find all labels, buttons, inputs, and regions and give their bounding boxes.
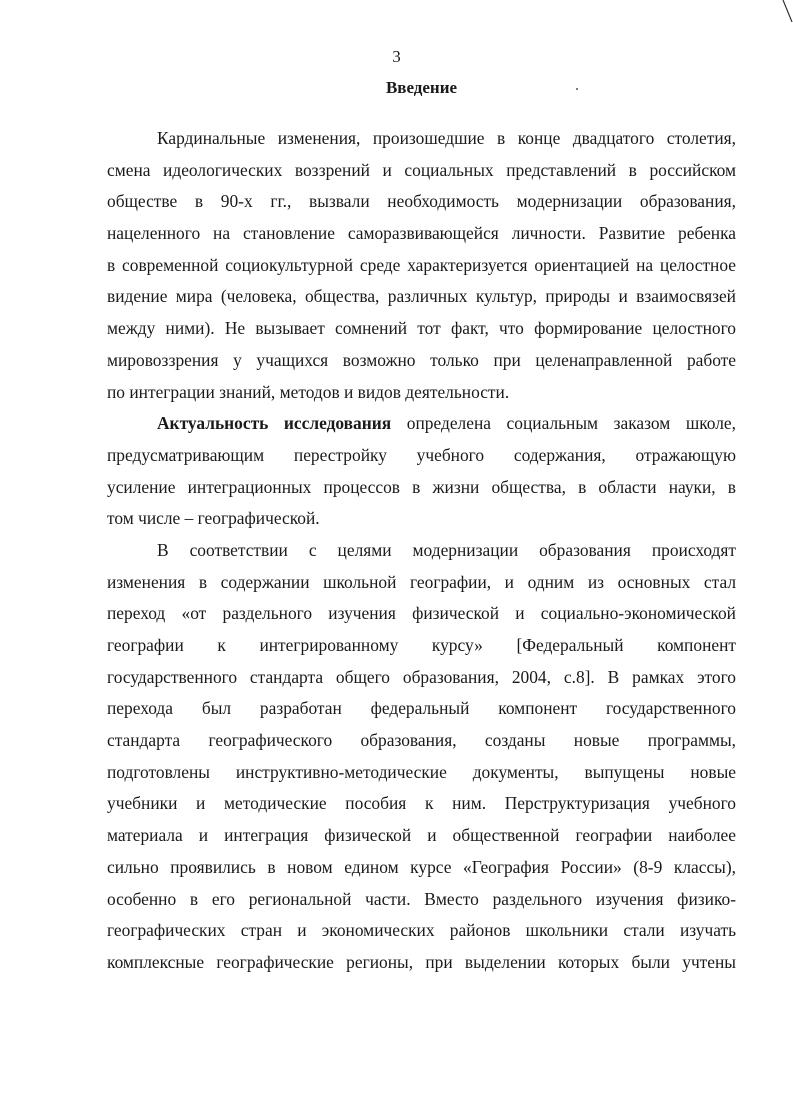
text-line: усиление интеграционных процессов в жизни общества, в области науки, в: [107, 476, 736, 497]
paragraph-1: [107, 123, 736, 408]
bold-lead: Актуальность исследования: [157, 413, 392, 434]
text-line: по интеграции знаний, методов и видов деятельности.: [107, 381, 510, 402]
scan-edge-mark: [781, 0, 793, 22]
text-line: географических стран и экономических районов школьники стали изучать: [107, 920, 736, 941]
text-line: мировоззрения у учащихся возможно только при целенаправленной работе: [107, 349, 736, 370]
text-line: особенно в его региональной части. Вместо раздельного изучения физико-: [107, 888, 736, 909]
lead-continuation: определена социальным заказом школе,: [391, 413, 736, 434]
text-line: Кардинальные изменения, произошедшие в конце двадцатого столетия,: [157, 128, 736, 148]
paragraph-3: [107, 535, 736, 979]
text-line: комплексные географические регионы, при выделении которых были учтены: [107, 951, 736, 972]
text-line: между ними). Не вызывает сомнений тот факт, что формирование целостного: [107, 318, 736, 339]
text-line: в современной социокультурной среде характеризуется ориентацией на целостное: [107, 254, 736, 275]
text-line: государственного стандарта общего образования, 2004, с.8]. В рамках этого: [107, 666, 736, 687]
text-line: видение мира (человека, общества, различных культур, природы и взаимосвязей: [107, 286, 736, 307]
text-line: сильно проявились в новом едином курсе «География России» (8-9 классы),: [107, 856, 736, 877]
text-line: материала и интеграция физической и общественной географии наиболее: [107, 825, 736, 846]
text-line: В соответствии с целями модернизации образования происходят: [157, 539, 736, 560]
text-line: подготовлены инструктивно-методические документы, выпущены новые: [107, 761, 736, 782]
text-line: географии к интегрированному курсу» [Федеральный компонент: [107, 635, 736, 655]
paragraph-2: [107, 408, 736, 535]
text-line: учебники и методические пособия к ним. Перструктуризация учебного: [107, 793, 736, 814]
text-line: предусматривающим перестройку учебного содержания, отражающую: [107, 444, 736, 465]
text-line: перехода был разработан федеральный компонент государственного: [107, 698, 736, 719]
section-heading: Введение: [385, 78, 458, 97]
text-line: изменения в содержании школьной географии, и одним из основных стал: [107, 571, 736, 592]
text-line: том числе – географической.: [107, 508, 320, 529]
text-line: [107, 408, 736, 440]
text-line: нацеленного на становление саморазвивающейся личности. Развитие ребенка: [107, 223, 736, 244]
text-line: смена идеологических воззрений и социальных представлений в российском: [107, 159, 736, 180]
page-number: 3: [392, 47, 401, 66]
body-text: [107, 123, 736, 979]
text-line: стандарта географического образования, созданы новые программы,: [107, 730, 736, 751]
text-line: переход «от раздельного изучения физической и социально-экономической: [107, 603, 736, 624]
text-line: обществе в 90-х гг., вызвали необходимость модернизации образования,: [107, 191, 736, 212]
